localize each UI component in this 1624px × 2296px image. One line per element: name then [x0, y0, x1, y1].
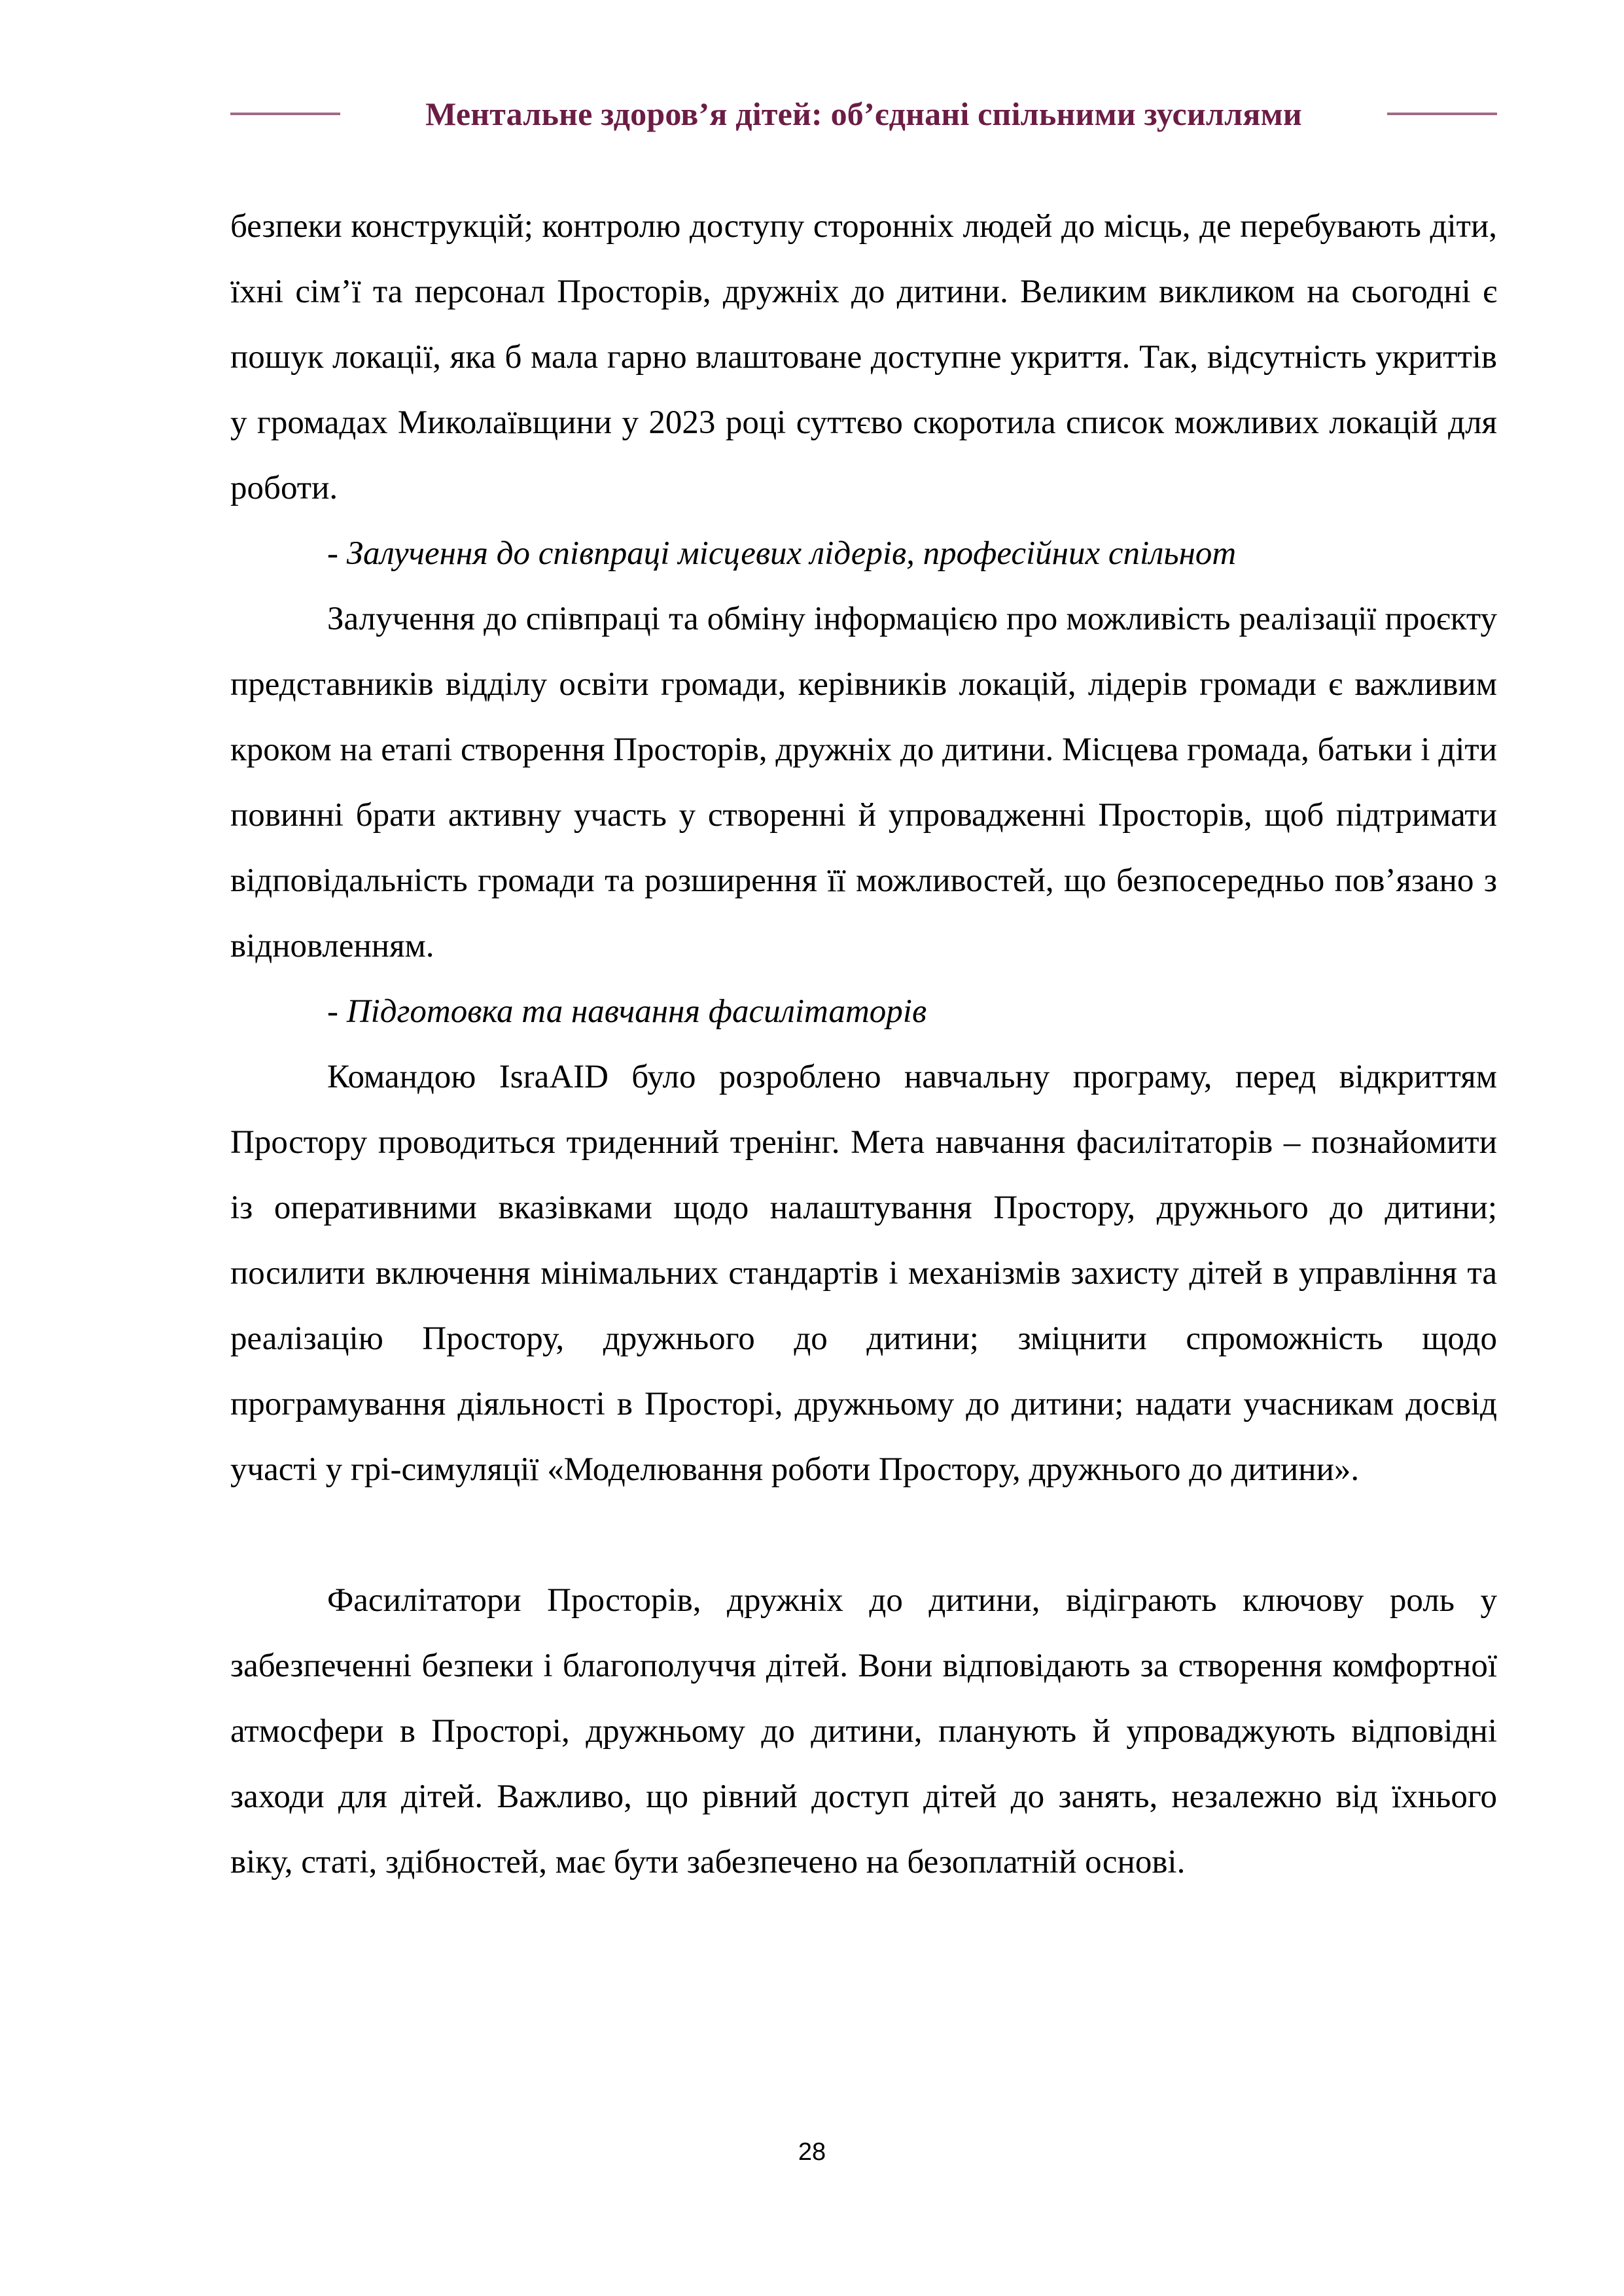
header-rule-right	[1387, 113, 1497, 115]
subheading-text: Залучення до співпраці місцевих лідерів, професійних спільнот	[346, 535, 1237, 572]
running-header	[230, 89, 1497, 139]
page-number: 28	[798, 2138, 826, 2166]
header-rule-left	[230, 113, 340, 115]
subheading-text: Підготовка та навчання фасилітаторів	[346, 993, 927, 1030]
paragraph-2: Залучення до співпраці та обміну інформацією про можливість реалізації проєкту представників відділу освіти громади, керівників локацій, лідерів громади є важливим кроком на етапі створення Просторів, дружніх до дитини. Місцева громада, батьки і діти повинні брати активну участь у створенні й упровадженні Просторів, щоб підтримати відповідальність громади та розширення її можливостей, що безпосередньо пов’язано з відновленням.	[230, 601, 1497, 964]
subheading-facilitator-training	[230, 979, 1497, 1044]
subheading-dash: -	[327, 993, 347, 1030]
header-title: Ментальне здоров’я дітей: об’єднані спільними зусиллями	[425, 96, 1302, 132]
subheading-community-leaders	[230, 521, 1497, 586]
paragraph-4: Фасилітатори Просторів, дружніх до дитини, відіграють ключову роль у забезпеченні безпеки і благополуччя дітей. Вони відповідають за створення комфортної атмосфери в Просторі, дружньому до дитини, планують й упроваджують відповідні заходи для дітей. Важливо, що рівний доступ дітей до занять, незалежно від їхнього віку, статі, здібностей, має бути забезпечено на безоплатній основі.	[230, 1582, 1497, 1881]
paragraph-1: безпеки конструкцій; контролю доступу сторонніх людей до місць, де перебувають діти, їхні сім’ї та персонал Просторів, дружніх до дитини. Великим викликом на сьогодні є пошук локації, яка б мала гарно влаштоване доступне укриття. Так, відсутність укриттів у громадах Миколаївщини у 2023 році суттєво скоротила список можливих локацій для роботи.	[230, 208, 1497, 506]
paragraph-3: Командою IsraAID було розроблено навчальну програму, перед відкриттям Простору проводиться триденний тренінг. Мета навчання фасилітаторів – познайомити із оперативними вказівками щодо налаштування Простору, дружнього до дитини; посилити включення мінімальних стандартів і механізмів захисту дітей в управління та реалізацію Простору, дружнього до дитини; зміцнити спроможність щодо програмування діяльності в Просторі, дружньому до дитини; надати учасникам досвід участі у грі-симуляції «Моделювання роботи Простору, дружнього до дитини».	[230, 1059, 1497, 1488]
paragraph-spacer	[230, 1502, 1497, 1568]
body-text	[230, 194, 1497, 1895]
subheading-dash: -	[327, 535, 347, 572]
